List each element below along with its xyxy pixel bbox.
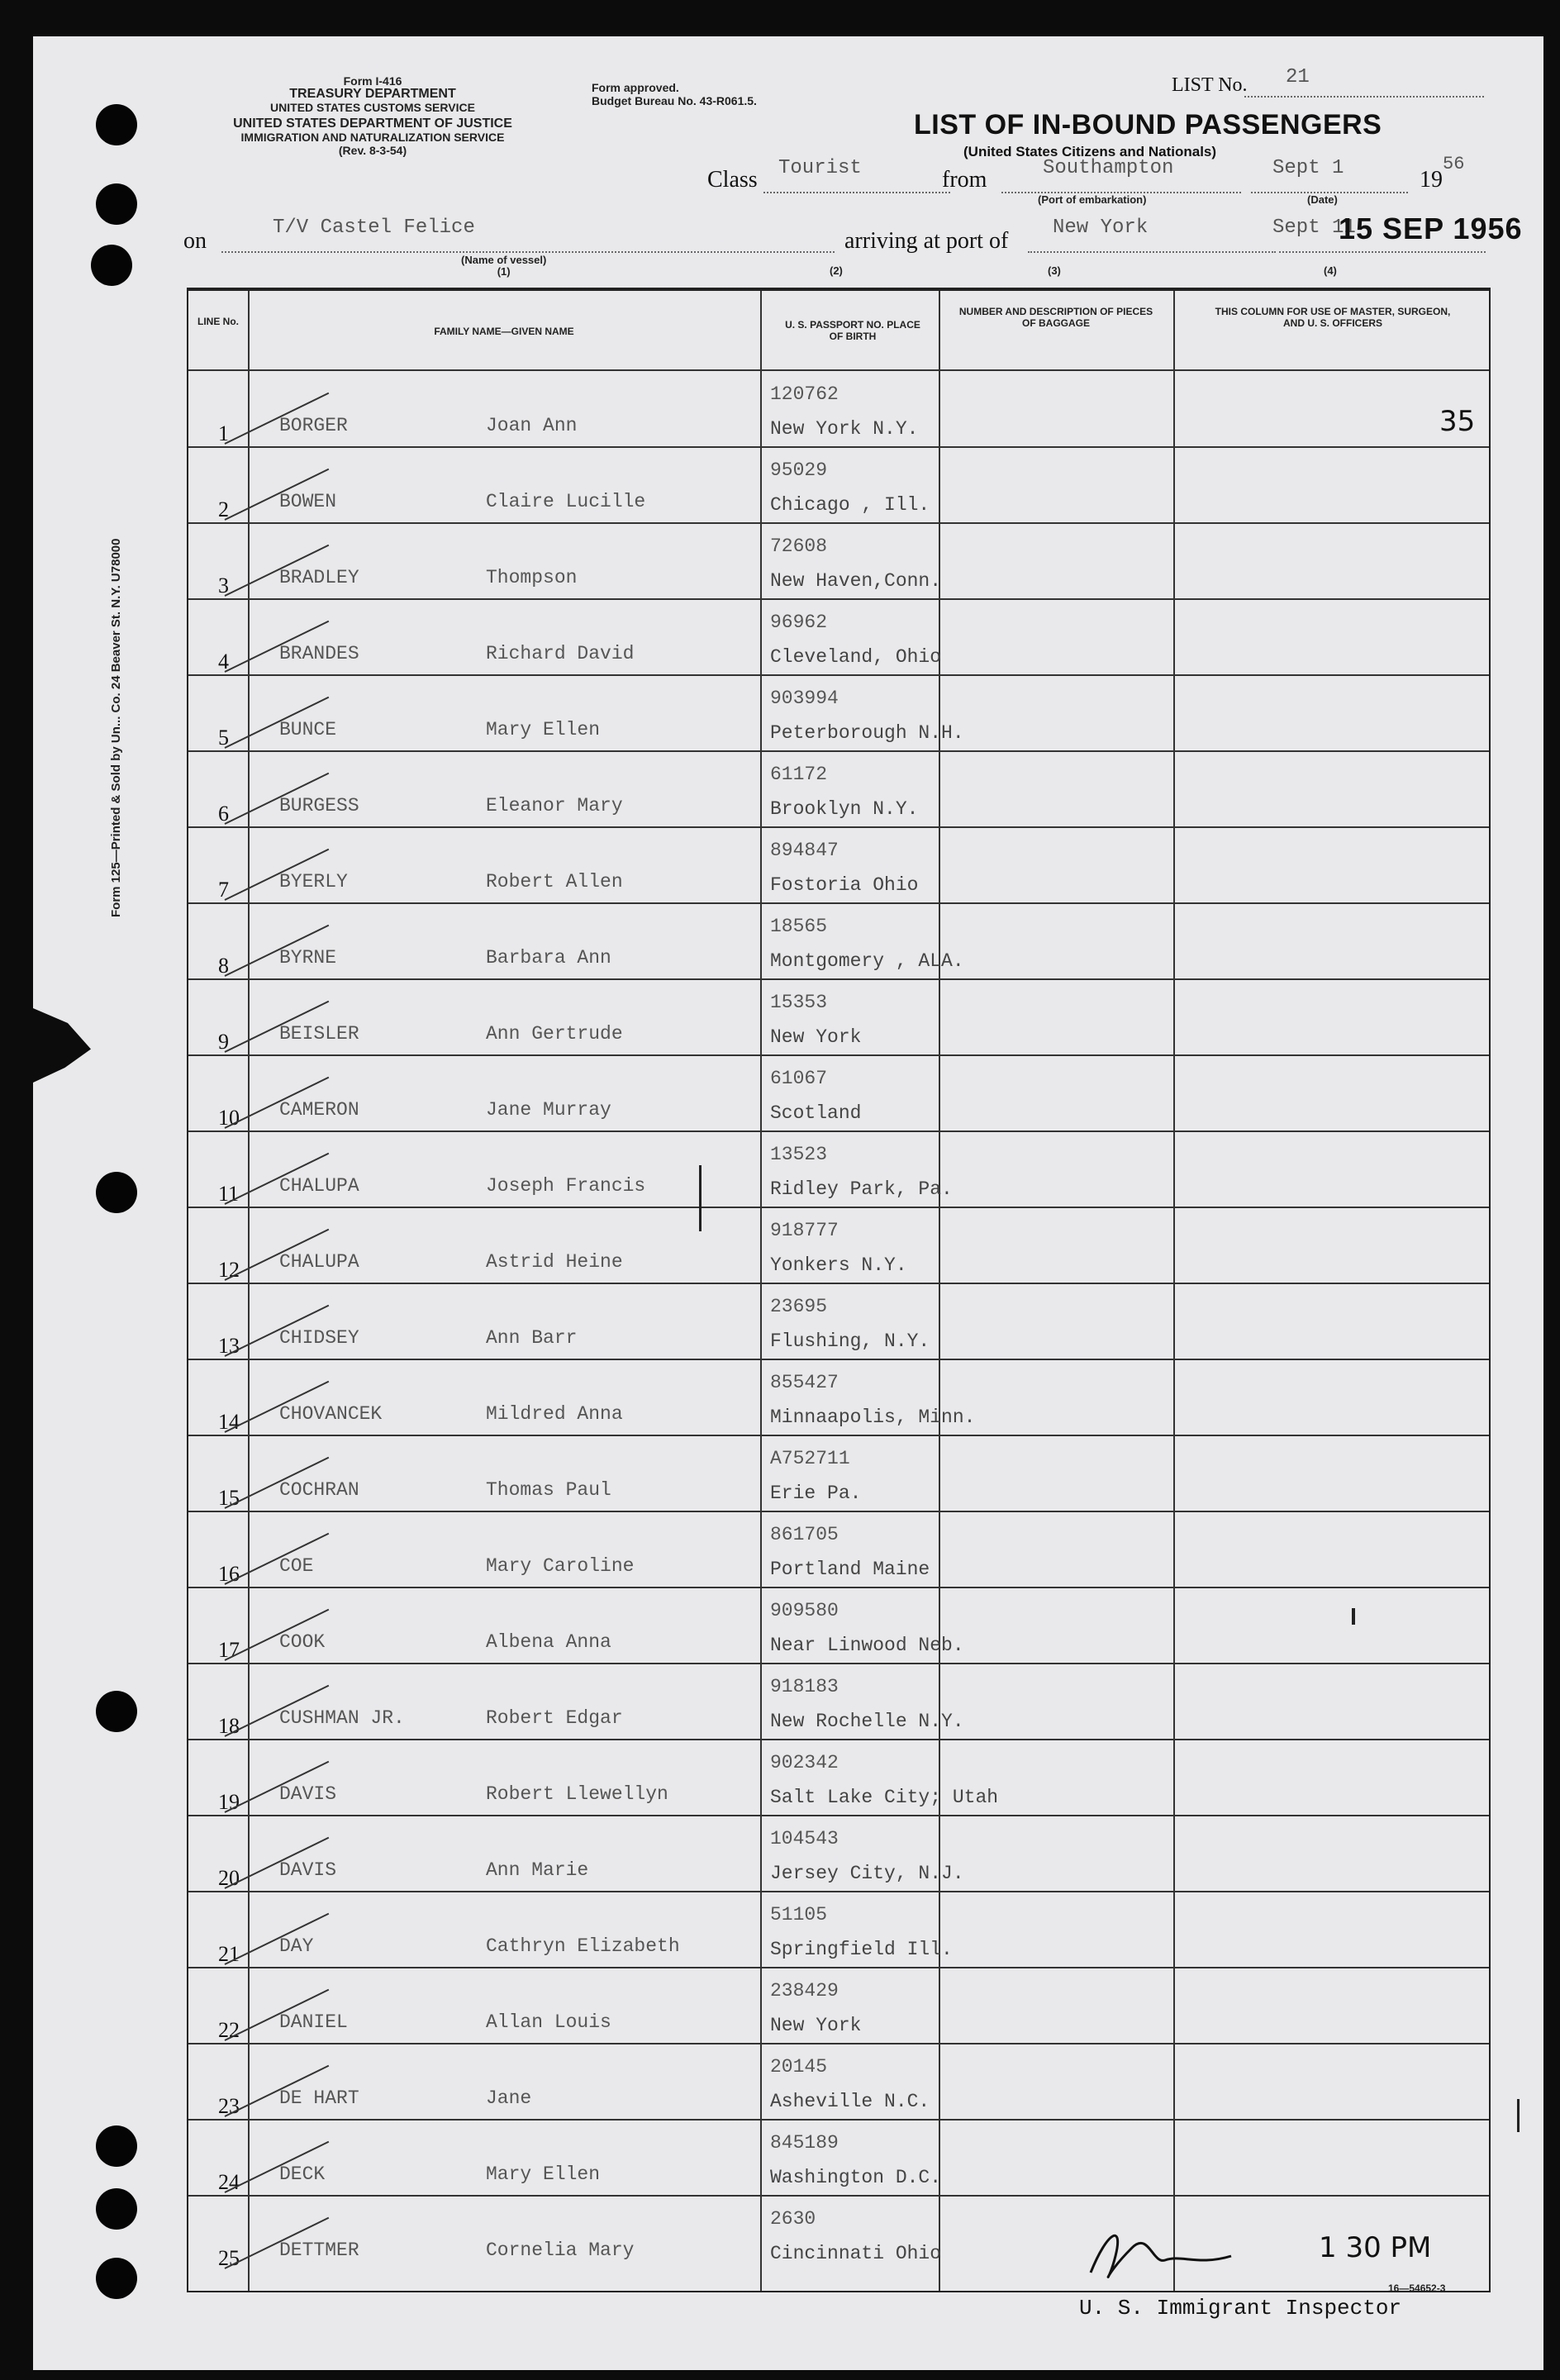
- passport-number: 96962: [770, 612, 828, 633]
- table-row: [188, 1512, 1489, 1588]
- place-of-birth: Jersey City, N.J.: [770, 1863, 964, 1884]
- arrival-stamp: 15 SEP 1956: [1339, 212, 1523, 245]
- passport-number: 2630: [770, 2208, 816, 2230]
- passport-number: 13523: [770, 1144, 828, 1165]
- table-row: [188, 1360, 1489, 1436]
- given-name: Robert Allen: [486, 871, 623, 892]
- vessel-name: T/V Castel Felice: [273, 217, 475, 239]
- inspector-signature: [1074, 2215, 1239, 2289]
- family-name: DAY: [279, 1935, 314, 1957]
- given-name: Allan Louis: [486, 2011, 611, 2033]
- year-prefix: 19: [1420, 167, 1443, 193]
- place-of-birth: New York: [770, 1026, 862, 1048]
- line-number: 18: [218, 1714, 240, 1738]
- table-row: [188, 2044, 1489, 2121]
- vessel-caption-block: [461, 255, 546, 278]
- family-name: BYERLY: [279, 871, 348, 892]
- line-number: 19: [218, 1790, 240, 1814]
- line-number: 9: [218, 1030, 229, 1054]
- family-name: BEISLER: [279, 1023, 359, 1045]
- line-number: 8: [218, 954, 229, 978]
- line-number: 14: [218, 1410, 240, 1434]
- passport-number: 903994: [770, 688, 839, 709]
- binder-hole: [96, 1172, 137, 1213]
- caption-4: (4): [1324, 264, 1337, 277]
- line-number: 4: [218, 650, 229, 674]
- port-caption: (Port of embarkation): [1038, 193, 1147, 206]
- place-of-birth: Springfield Ill.: [770, 1939, 953, 1960]
- line-number: 2: [218, 497, 229, 521]
- family-name: BRANDES: [279, 643, 359, 664]
- place-of-birth: Peterborough N.H.: [770, 722, 964, 744]
- given-name: Jane Murray: [486, 1099, 611, 1121]
- list-no-label: LIST No.: [1172, 74, 1248, 96]
- family-name: BURGESS: [279, 795, 359, 816]
- col-header-passport: U. S. PASSPORT NO. PLACE OF BIRTH: [785, 319, 920, 342]
- given-name: Astrid Heine: [486, 1251, 623, 1273]
- given-name: Jane: [486, 2087, 532, 2109]
- given-name: Robert Llewellyn: [486, 1783, 668, 1805]
- place-of-birth: New York: [770, 2015, 862, 2036]
- given-name: Mary Caroline: [486, 1555, 635, 1577]
- table-row: [188, 1968, 1489, 2044]
- printer-note: Form 125—Printed & Sold by Un... Co. 24 Beaver St. N.Y. U78000: [109, 538, 123, 917]
- page-title: LIST OF IN-BOUND PASSENGERS: [914, 109, 1382, 140]
- family-name: DETTMER: [279, 2240, 359, 2261]
- given-name: Cathryn Elizabeth: [486, 1935, 680, 1957]
- passport-number: 238429: [770, 1980, 839, 2002]
- vessel-line: [221, 251, 835, 253]
- passport-number: 61172: [770, 764, 828, 785]
- place-of-birth: Asheville N.C.: [770, 2091, 930, 2112]
- arrival-port-line: [1028, 251, 1276, 253]
- line-number: 20: [218, 1866, 240, 1890]
- line-number: 6: [218, 802, 229, 826]
- given-name: Mary Ellen: [486, 2163, 601, 2185]
- given-name: Cornelia Mary: [486, 2240, 635, 2261]
- table-row: [188, 372, 1489, 448]
- form-approved: Form approved.: [592, 81, 679, 94]
- customs-service: UNITED STATES CUSTOMS SERVICE: [270, 101, 475, 114]
- line-number: 13: [218, 1334, 240, 1358]
- table-row: [188, 1208, 1489, 1284]
- given-name: Ann Gertrude: [486, 1023, 623, 1045]
- given-name: Mildred Anna: [486, 1403, 623, 1425]
- family-name: BOWEN: [279, 491, 337, 512]
- table-row: [188, 600, 1489, 676]
- from-label: from: [942, 167, 987, 193]
- place-of-birth: Scotland: [770, 1102, 862, 1124]
- list-no-value: 21: [1286, 66, 1310, 88]
- passport-number: 95029: [770, 459, 828, 481]
- place-of-birth: Fostoria Ohio: [770, 874, 919, 896]
- line-number: 23: [218, 2094, 240, 2118]
- given-name: Mary Ellen: [486, 719, 601, 740]
- passenger-table: [187, 288, 1491, 2292]
- officer-count: 35: [1439, 405, 1476, 438]
- family-name: BORGER: [279, 415, 348, 436]
- binder-hole: [96, 2258, 137, 2299]
- header-separator: [188, 369, 1489, 371]
- passport-number: 51105: [770, 1904, 828, 1925]
- class-line: [763, 192, 950, 193]
- family-name: CHOVANCEK: [279, 1403, 383, 1425]
- col-header-officers: THIS COLUMN FOR USE OF MASTER, SURGEON, AND U. S. OFFICERS: [1215, 306, 1451, 329]
- date-value: Sept 1: [1272, 157, 1344, 179]
- line-number: 16: [218, 1562, 240, 1586]
- treasury-dept: TREASURY DEPARTMENT: [289, 87, 456, 101]
- binder-hole: [96, 1691, 137, 1732]
- year-suffix: 56: [1443, 154, 1465, 174]
- line-number: 25: [218, 2246, 240, 2270]
- given-name: Claire Lucille: [486, 491, 646, 512]
- on-label: on: [183, 228, 207, 254]
- table-row: [188, 828, 1489, 904]
- form-identification: [187, 74, 559, 157]
- passport-number: 918183: [770, 1676, 839, 1697]
- line-number: 7: [218, 878, 229, 902]
- passport-number: 845189: [770, 2132, 839, 2154]
- from-value: Southampton: [1043, 157, 1174, 179]
- given-name: Ann Marie: [486, 1859, 589, 1881]
- table-row: [188, 1056, 1489, 1132]
- given-name: Barbara Ann: [486, 947, 611, 969]
- page-subtitle: (United States Citizens and Nationals): [963, 144, 1217, 159]
- family-name: COE: [279, 1555, 314, 1577]
- caption-3: (3): [1048, 264, 1061, 277]
- passport-number: 61067: [770, 1068, 828, 1089]
- margin-mark: [1352, 1608, 1355, 1625]
- given-name: Albena Anna: [486, 1631, 611, 1653]
- time-note: 1 30 PM: [1319, 2231, 1432, 2264]
- line-number: 12: [218, 1258, 240, 1282]
- ins-service: IMMIGRATION AND NATURALIZATION SERVICE: [240, 131, 505, 144]
- inspector-title: U. S. Immigrant Inspector: [1079, 2296, 1402, 2320]
- line-number: 11: [218, 1182, 240, 1206]
- family-name: DECK: [279, 2163, 326, 2185]
- passport-number: 855427: [770, 1372, 839, 1393]
- handwritten-bracket: [699, 1165, 702, 1231]
- table-row: [188, 1284, 1489, 1360]
- family-name: CAMERON: [279, 1099, 359, 1121]
- family-name: CHALUPA: [279, 1251, 359, 1273]
- approval-note: [592, 81, 757, 107]
- place-of-birth: Minnaapolis, Minn.: [770, 1407, 976, 1428]
- passport-number: A752711: [770, 1448, 850, 1469]
- family-name: BYRNE: [279, 947, 337, 969]
- family-name: DAVIS: [279, 1783, 337, 1805]
- vessel-caption-no: (1): [497, 265, 511, 278]
- table-row: [188, 2121, 1489, 2197]
- place-of-birth: Washington D.C.: [770, 2167, 942, 2188]
- line-number: 5: [218, 726, 229, 750]
- table-row: [188, 448, 1489, 524]
- family-name: DANIEL: [279, 2011, 348, 2033]
- date-caption: (Date): [1307, 193, 1338, 206]
- place-of-birth: Salt Lake City; Utah: [770, 1787, 999, 1808]
- list-no-line: [1244, 96, 1484, 98]
- family-name: DE HART: [279, 2087, 359, 2109]
- binder-hole: [96, 2188, 137, 2230]
- passport-number: 909580: [770, 1600, 839, 1621]
- arrival-date: Sept 11: [1272, 217, 1356, 239]
- table-row: [188, 1132, 1489, 1208]
- table-row: [188, 1892, 1489, 1968]
- table-row: [188, 524, 1489, 600]
- caption-2: (2): [830, 264, 843, 277]
- vessel-caption: (Name of vessel): [461, 254, 547, 266]
- line-number: 24: [218, 2170, 240, 2194]
- line-number: 3: [218, 574, 229, 597]
- col-header-name: FAMILY NAME—GIVEN NAME: [434, 326, 574, 337]
- family-name: BRADLEY: [279, 567, 359, 588]
- family-name: BUNCE: [279, 719, 337, 740]
- place-of-birth: Yonkers N.Y.: [770, 1254, 907, 1276]
- place-of-birth: Cincinnati Ohio: [770, 2243, 942, 2264]
- place-of-birth: New Haven,Conn.: [770, 570, 942, 592]
- justice-dept: UNITED STATES DEPARTMENT OF JUSTICE: [233, 117, 512, 131]
- col-header-baggage: NUMBER AND DESCRIPTION OF PIECES OF BAGGAGE: [958, 306, 1153, 329]
- passport-number: 18565: [770, 916, 828, 937]
- passport-number: 20145: [770, 2056, 828, 2078]
- binder-hole: [96, 104, 137, 145]
- given-name: Thomas Paul: [486, 1479, 611, 1501]
- table-row: [188, 1436, 1489, 1512]
- given-name: Ann Barr: [486, 1327, 578, 1349]
- table-row: [188, 1740, 1489, 1816]
- budget-bureau: Budget Bureau No. 43-R061.5.: [592, 94, 757, 107]
- place-of-birth: New York N.Y.: [770, 418, 919, 440]
- passport-number: 23695: [770, 1296, 828, 1317]
- print-code: 16—54652-3: [1388, 2282, 1446, 2294]
- passport-number: 861705: [770, 1524, 839, 1545]
- place-of-birth: Erie Pa.: [770, 1483, 862, 1504]
- place-of-birth: New Rochelle N.Y.: [770, 1711, 964, 1732]
- place-of-birth: Brooklyn N.Y.: [770, 798, 919, 820]
- form-revision: (Rev. 8-3-54): [338, 144, 407, 157]
- family-name: COOK: [279, 1631, 326, 1653]
- place-of-birth: Ridley Park, Pa.: [770, 1178, 953, 1200]
- table-row: [188, 980, 1489, 1056]
- passport-number: 120762: [770, 383, 839, 405]
- place-of-birth: Near Linwood Neb.: [770, 1635, 964, 1656]
- place-of-birth: Cleveland, Ohio: [770, 646, 942, 668]
- place-of-birth: Chicago , Ill.: [770, 494, 930, 516]
- passport-number: 918777: [770, 1220, 839, 1241]
- line-number: 15: [218, 1486, 240, 1510]
- arrival-date-line: [1279, 251, 1486, 253]
- place-of-birth: Flushing, N.Y.: [770, 1330, 930, 1352]
- table-row: [188, 1816, 1489, 1892]
- family-name: DAVIS: [279, 1859, 337, 1881]
- line-number: 22: [218, 2018, 240, 2042]
- family-name: CHALUPA: [279, 1175, 359, 1197]
- table-row: [188, 676, 1489, 752]
- table-row: [188, 752, 1489, 828]
- margin-mark: [1517, 2099, 1520, 2132]
- passport-number: 15353: [770, 992, 828, 1013]
- table-row: [188, 904, 1489, 980]
- place-of-birth: Portland Maine: [770, 1559, 930, 1580]
- given-name: Joan Ann: [486, 415, 578, 436]
- line-number: 17: [218, 1638, 240, 1662]
- binder-hole: [91, 245, 132, 286]
- family-name: CUSHMAN JR.: [279, 1707, 405, 1729]
- form-number: Form I-416: [343, 74, 402, 88]
- class-value: Tourist: [778, 157, 862, 179]
- line-number: 1: [218, 421, 229, 445]
- family-name: COCHRAN: [279, 1479, 359, 1501]
- arrival-port: New York: [1053, 217, 1149, 239]
- passport-number: 902342: [770, 1752, 839, 1773]
- given-name: Thompson: [486, 567, 578, 588]
- given-name: Joseph Francis: [486, 1175, 646, 1197]
- given-name: Richard David: [486, 643, 635, 664]
- table-row: [188, 1664, 1489, 1740]
- place-of-birth: Montgomery , ALA.: [770, 950, 964, 972]
- col-header-line: LINE No.: [197, 316, 239, 327]
- family-name: CHIDSEY: [279, 1327, 359, 1349]
- passport-number: 72608: [770, 536, 828, 557]
- passport-number: 104543: [770, 1828, 839, 1849]
- line-number: 10: [218, 1106, 240, 1130]
- line-number: 21: [218, 1942, 240, 1966]
- given-name: Eleanor Mary: [486, 795, 623, 816]
- binder-hole: [96, 183, 137, 225]
- class-label: Class: [707, 167, 758, 193]
- arriving-label: arriving at port of: [844, 228, 1009, 254]
- passport-number: 894847: [770, 840, 839, 861]
- given-name: Robert Edgar: [486, 1707, 623, 1729]
- table-row: [188, 1588, 1489, 1664]
- binder-hole: [96, 2125, 137, 2167]
- table-row: [188, 2197, 1489, 2273]
